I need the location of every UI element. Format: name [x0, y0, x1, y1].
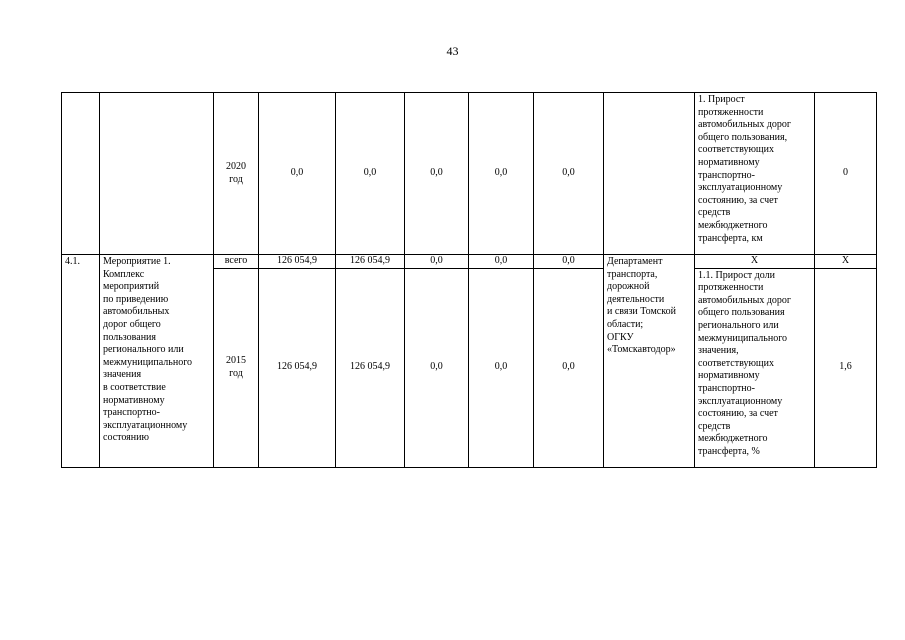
cell-local: 0,0	[469, 93, 534, 255]
cell-indicator-value: X	[815, 255, 877, 269]
cell-indicator: 1. Прирост протяженности автомобильных дорог общего пользования, соответствующих нормативному транспортно- эксплуатационному состоянию, за счет средств межбюджетного трансферта, км	[695, 93, 815, 255]
cell-regional: 0,0	[405, 268, 469, 467]
cell-indicator: X	[695, 255, 815, 269]
cell-total: 126 054,9	[259, 268, 336, 467]
table-row-2020	[62, 93, 877, 255]
table-row-4-1-total	[62, 255, 877, 269]
cell-other: 0,0	[534, 93, 604, 255]
program-table	[61, 92, 877, 468]
cell-federal: 0,0	[336, 93, 405, 255]
cell-period: 2020 год	[214, 93, 259, 255]
cell-total: 126 054,9	[259, 255, 336, 269]
cell-total: 0,0	[259, 93, 336, 255]
cell-other: 0,0	[534, 268, 604, 467]
cell-indicator-value: 1,6	[815, 268, 877, 467]
cell-regional: 0,0	[405, 93, 469, 255]
cell-name	[100, 93, 214, 255]
cell-executor: Департамент транспорта, дорожной деятельности и связи Томской области; ОГКУ «Томскавтодор»	[604, 255, 695, 468]
cell-indicator: 1.1. Прирост доли протяженности автомобильных дорог общего пользования регионального или межмуниципального значения, соответствующих нормативному транспортно- эксплуатационному состоянию, за счет средств межбюджетного трансферта, %	[695, 268, 815, 467]
cell-period: 2015 год	[214, 268, 259, 467]
cell-regional: 0,0	[405, 255, 469, 269]
cell-federal: 126 054,9	[336, 255, 405, 269]
cell-period: всего	[214, 255, 259, 269]
page-number: 43	[446, 44, 459, 58]
cell-no: 4.1.	[62, 255, 100, 468]
cell-indicator-value: 0	[815, 93, 877, 255]
cell-executor	[604, 93, 695, 255]
cell-name: Мероприятие 1. Комплекс мероприятий по приведению автомобильных дорог общего пользования регионального или межмуниципального значения в соответствие нормативному транспортно- эксплуатационному состоянию	[100, 255, 214, 468]
cell-other: 0,0	[534, 255, 604, 269]
cell-local: 0,0	[469, 255, 534, 269]
cell-no	[62, 93, 100, 255]
cell-federal: 126 054,9	[336, 268, 405, 467]
cell-local: 0,0	[469, 268, 534, 467]
